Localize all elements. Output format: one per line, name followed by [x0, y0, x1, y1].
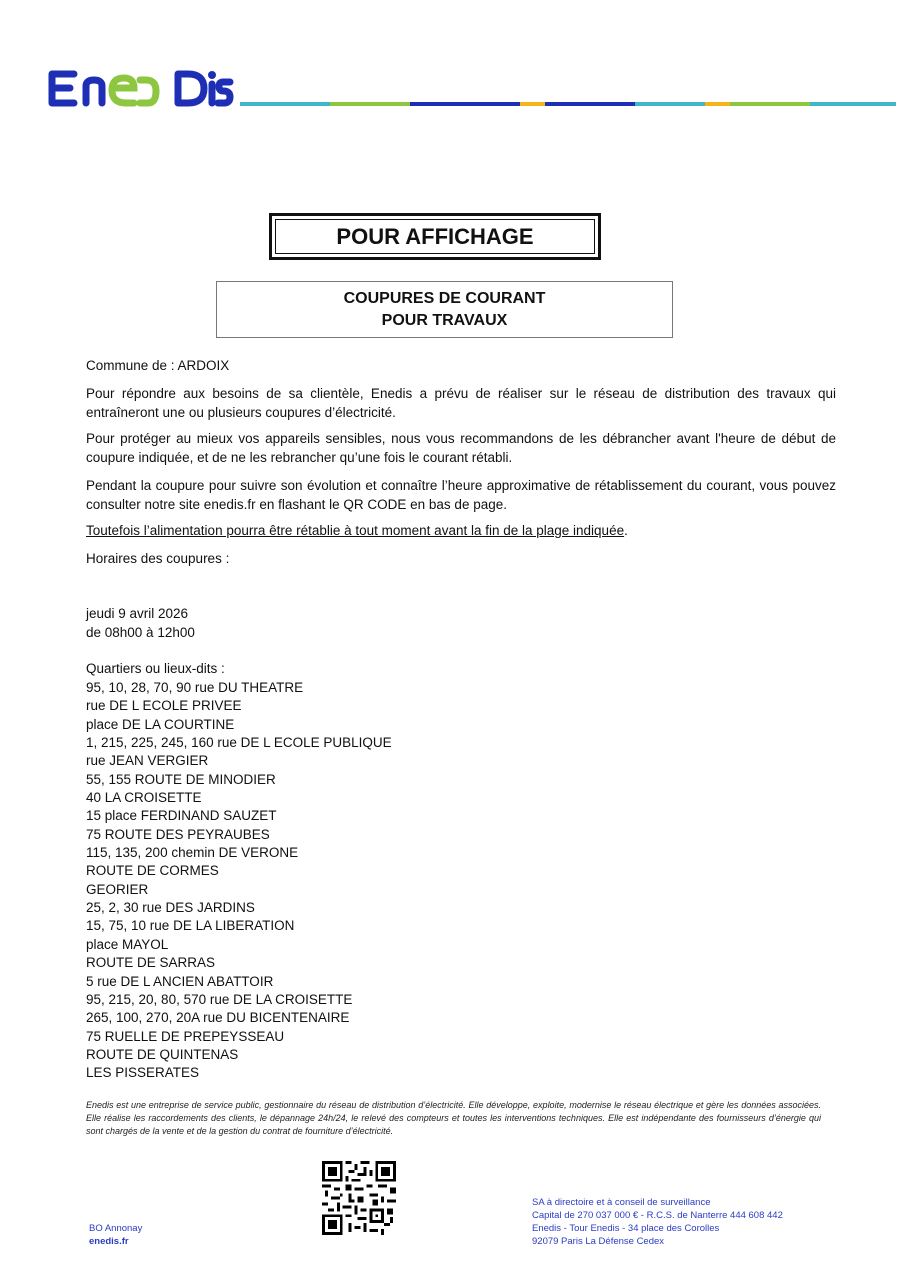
pour-affichage-title: POUR AFFICHAGE — [275, 219, 595, 254]
horaires-label: Horaires des coupures : — [86, 551, 230, 566]
quartiers-list — [86, 679, 836, 1083]
paragraph-3: Pendant la coupure pour suivre son évolution et connaître l’heure approximative de rétablissement du courant, vous pouvez consulter notre site enedis.fr en flashant le QR CODE en bas de page. — [86, 478, 836, 512]
list-item: 15 place FERDINAND SAUZET — [86, 808, 277, 824]
enedis-logo — [44, 66, 234, 110]
bo-annonay: BO Annonay — [89, 1223, 143, 1234]
coupures-box — [216, 281, 673, 338]
logo-underline — [240, 102, 896, 106]
cut-time: de 08h00 à 12h00 — [86, 625, 195, 640]
commune-line: Commune de : ARDOIX — [86, 358, 230, 373]
list-item: 95, 215, 20, 80, 570 rue DE LA CROISETTE — [86, 991, 353, 1007]
list-item: ROUTE DE CORMES — [86, 863, 219, 879]
list-item: 5 rue DE L ANCIEN ABATTOIR — [86, 973, 274, 989]
list-item: 115, 135, 200 chemin DE VERONE — [86, 845, 299, 861]
list-item: 75 RUELLE DE PREPEYSSEAU — [86, 1028, 285, 1044]
list-item: ROUTE DE SARRAS — [86, 955, 216, 971]
paragraph-4-underlined: Toutefois l’alimentation pourra être rétablie à tout moment avant la fin de la plage indiquée — [86, 523, 625, 538]
footer-office — [89, 1222, 142, 1248]
list-item: 95, 10, 28, 70, 90 rue DU THEATRE — [86, 680, 304, 695]
list-item: rue JEAN VERGIER — [86, 753, 209, 769]
list-item: 75 ROUTE DES PEYRAUBES — [86, 826, 270, 842]
quartiers-title: Quartiers ou lieux-dits : — [86, 661, 225, 676]
list-item: rue DE L ECOLE PRIVEE — [86, 698, 242, 714]
paragraph-4-end: . — [624, 523, 628, 538]
list-item: place DE LA COURTINE — [86, 716, 235, 732]
coupures-title-line1: COUPURES DE COURANT — [343, 289, 546, 307]
list-item: 55, 155 ROUTE DE MINODIER — [86, 771, 276, 787]
pour-affichage-box — [269, 213, 601, 260]
list-item: 15, 75, 10 rue DE LA LIBERATION — [86, 918, 295, 934]
qr-code[interactable] — [322, 1161, 396, 1235]
cut-date: jeudi 9 avril 2026 — [86, 606, 189, 621]
paragraph-2: Pour protéger au mieux vos appareils sensibles, nous vous recommandons de les débrancher avant l'heure de début de coupure indiquée, et de ne les rebrancher qu’une fois le courant rétabli. — [86, 431, 836, 465]
site-link[interactable]: enedis.fr — [89, 1236, 129, 1247]
list-item: LES PISSERATES — [86, 1065, 200, 1081]
company-line: SA à directoire et à conseil de surveillance — [532, 1197, 711, 1208]
company-line: 92079 Paris La Défense Cedex — [532, 1236, 665, 1247]
footer-legal-note: Enedis est une entreprise de service public, gestionnaire du réseau de distribution d’électricité. Elle développe, exploite, modernise le réseau électrique et gère les données associées. Elle réalise les raccordements des clients, le dépannage 24h/24, le relevé des compteurs et toutes les interventions techniques. Elle est indépendante des fournisseurs d’énergie qui sont chargés de la vente et de la gestion du contrat de fourniture d’électricité. — [86, 1100, 821, 1136]
list-item: 1, 215, 225, 245, 160 rue DE L ECOLE PUBLIQUE — [86, 735, 392, 751]
company-line: Capital de 270 037 000 € - R.C.S. de Nanterre 444 608 442 — [532, 1210, 783, 1221]
list-item: place MAYOL — [86, 936, 169, 952]
list-item: GEORIER — [86, 881, 149, 897]
list-item: ROUTE DE QUINTENAS — [86, 1046, 239, 1062]
paragraph-4 — [86, 522, 836, 541]
list-item: 25, 2, 30 rue DES JARDINS — [86, 900, 255, 916]
list-item: 40 LA CROISETTE — [86, 790, 202, 806]
company-info — [532, 1196, 783, 1248]
paragraph-1: Pour répondre aux besoins de sa clientèle, Enedis a prévu de réaliser sur le réseau de distribution des travaux qui entraîneront une ou plusieurs coupures d’électricité. — [86, 386, 836, 420]
list-item: 265, 100, 270, 20A rue DU BICENTENAIRE — [86, 1010, 350, 1026]
company-line: Enedis - Tour Enedis - 34 place des Corolles — [532, 1223, 720, 1234]
coupures-title-line2: POUR TRAVAUX — [381, 311, 508, 329]
